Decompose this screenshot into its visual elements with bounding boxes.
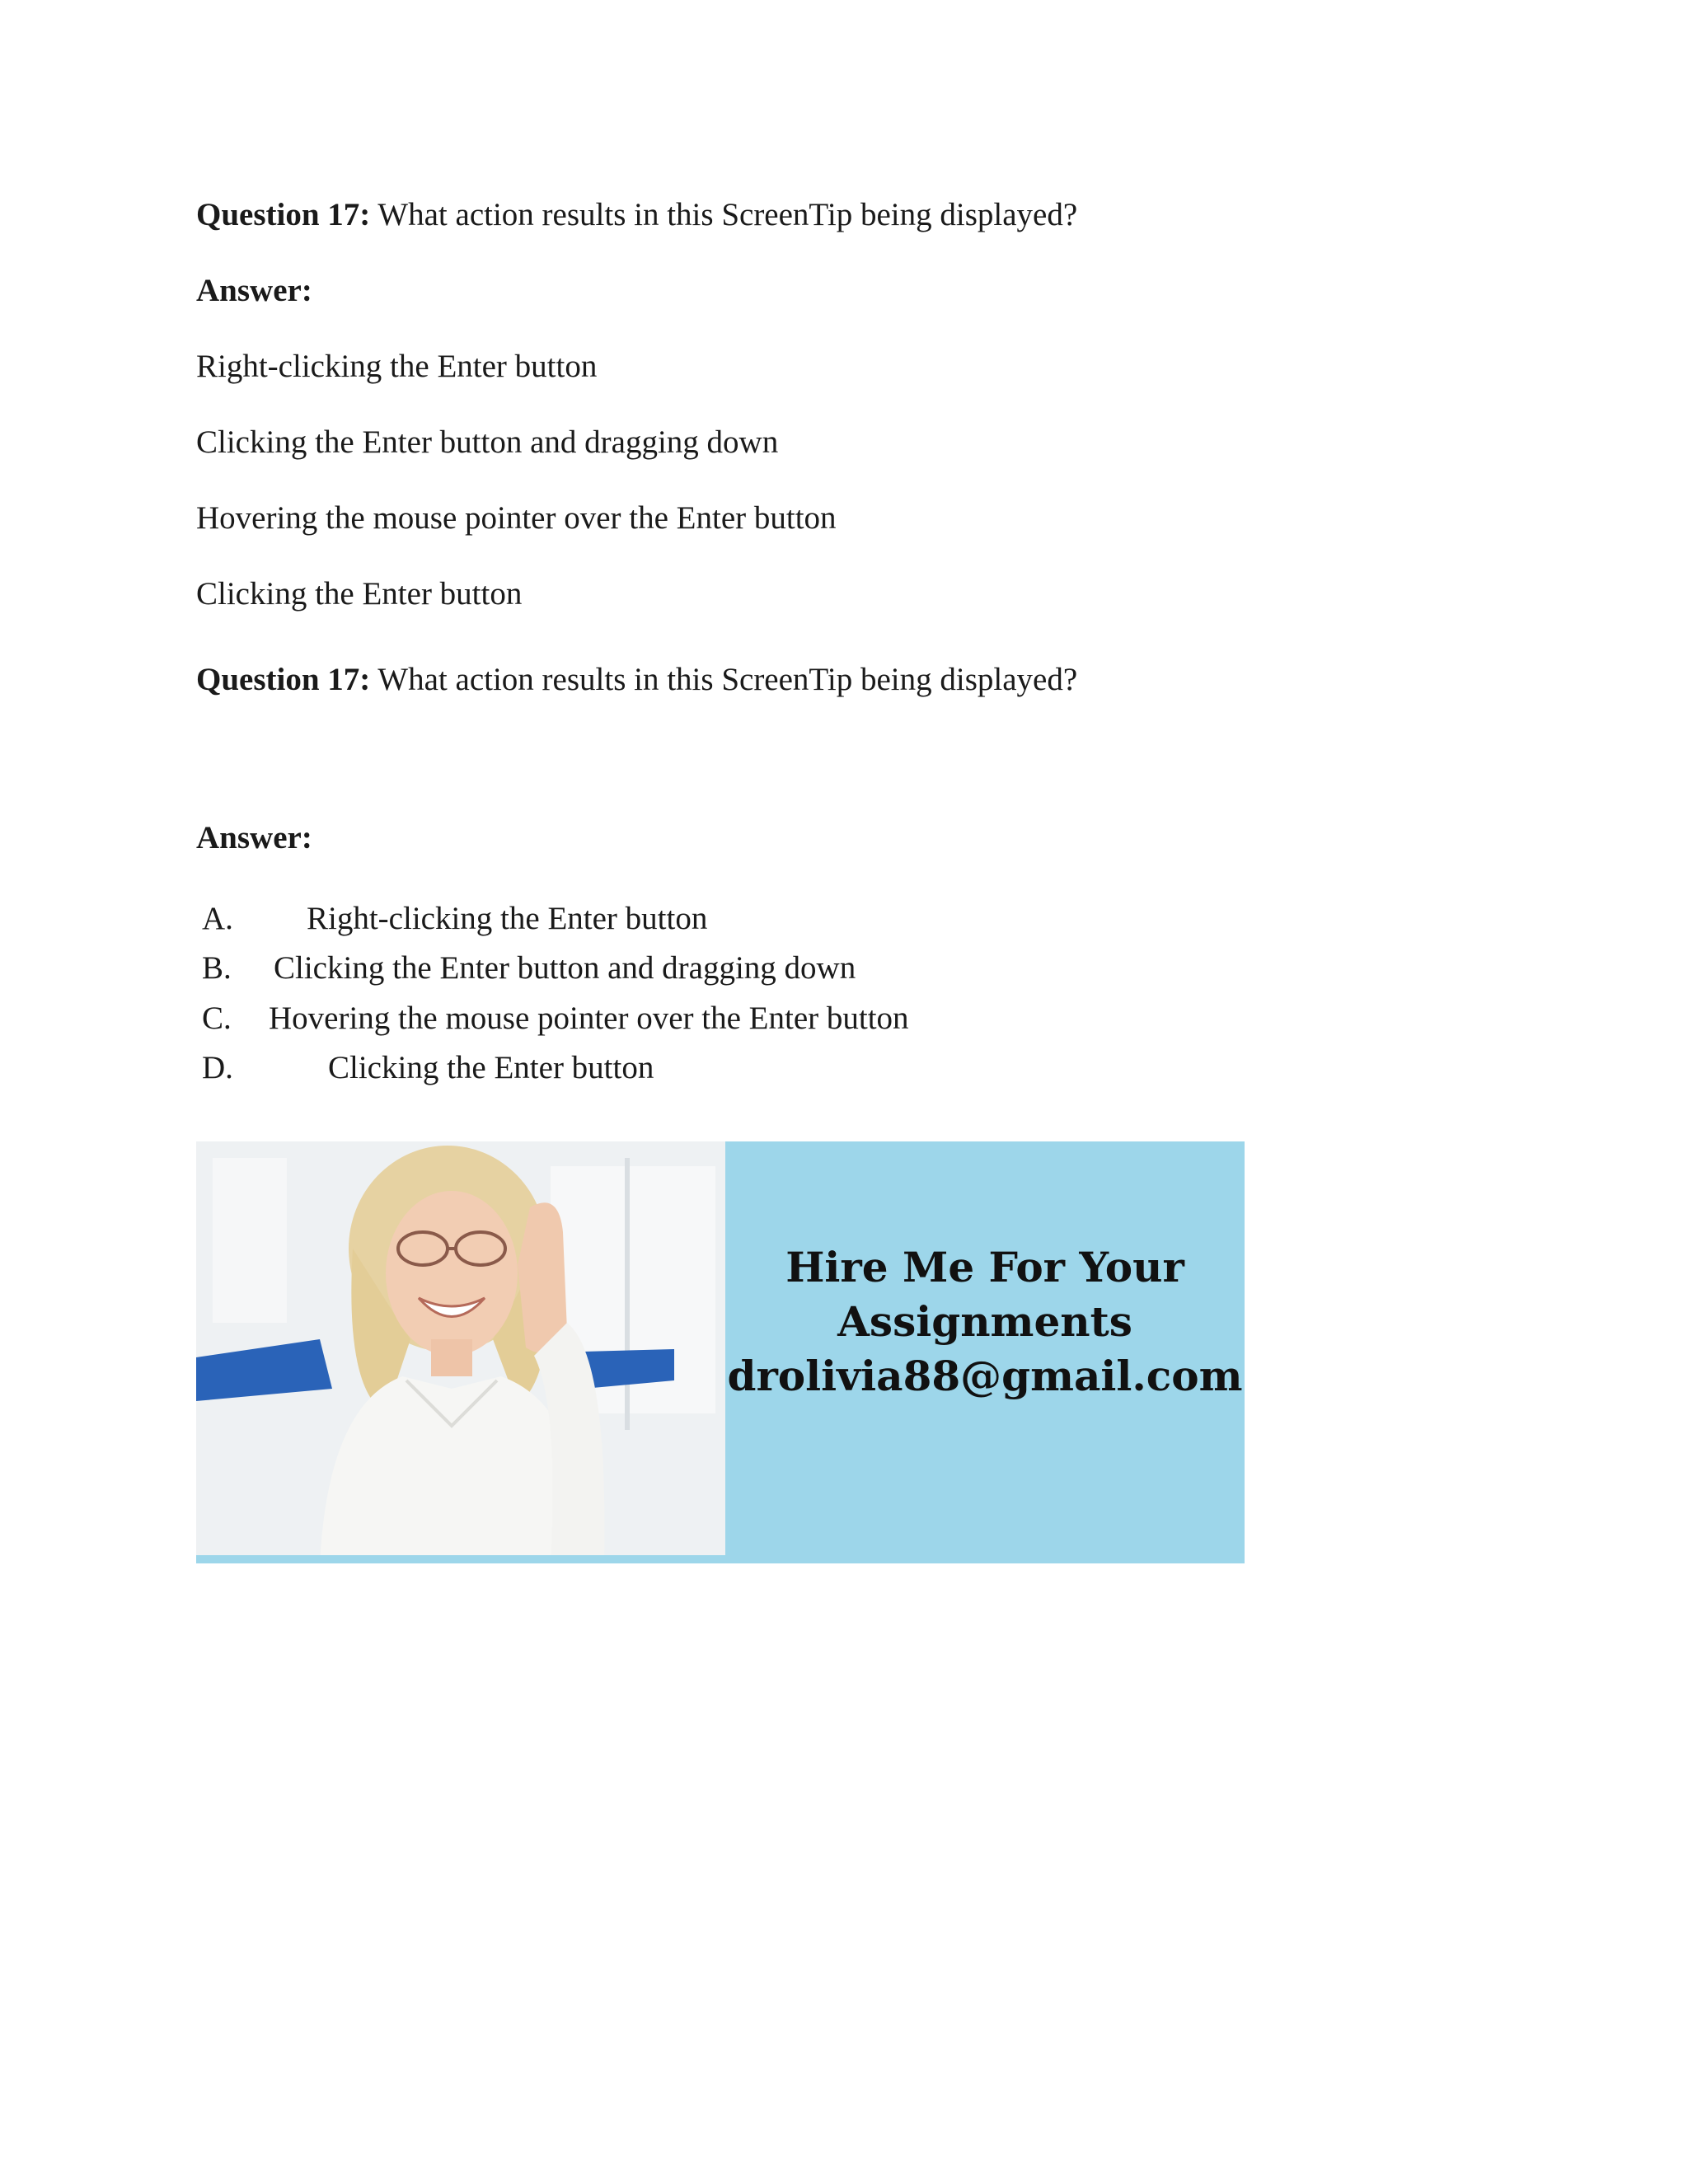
ad-text [725, 1240, 1245, 1404]
lettered-option-a [202, 899, 707, 939]
answer-label: Answer: [196, 820, 312, 855]
ad-banner[interactable] [196, 1141, 1245, 1563]
answer-option-1: Right-clicking the Enter button [196, 349, 598, 384]
option-letter: C. [202, 1001, 232, 1036]
option-text: Right-clicking the Enter button [307, 901, 708, 936]
answer-option-2: Clicking the Enter button and dragging down [196, 424, 779, 460]
answer-label-1 [196, 271, 312, 311]
woman-photo-illustration [196, 1141, 725, 1563]
question-heading-2 [196, 660, 1077, 700]
answer-label: Answer: [196, 273, 312, 308]
question-text: What action results in this ScreenTip being displayed? [370, 662, 1078, 697]
ad-line-hire: Hire Me For Your [785, 1243, 1184, 1291]
option-text: Hovering the mouse pointer over the Enter button [269, 1001, 909, 1036]
answer-label-2 [196, 818, 312, 858]
lettered-option-d [202, 1048, 654, 1088]
question-label: Question 17: [196, 197, 371, 232]
answer-option-4: Clicking the Enter button [196, 576, 523, 612]
lettered-option-c [202, 999, 909, 1038]
question-label: Question 17: [196, 662, 371, 697]
ad-line-assignments: Assignments [837, 1297, 1132, 1346]
option-letter: B. [202, 950, 232, 986]
lettered-option-b [202, 949, 856, 988]
banner-bottom-strip [196, 1555, 1245, 1563]
ad-line-email[interactable]: drolivia88@gmail.com [727, 1352, 1243, 1400]
answer-option-3: Hovering the mouse pointer over the Enter button [196, 500, 837, 536]
option-text: Clicking the Enter button and dragging down [274, 950, 856, 986]
question-heading-1 [196, 195, 1077, 235]
question-text: What action results in this ScreenTip being displayed? [370, 197, 1078, 232]
ad-text-panel [725, 1141, 1245, 1563]
option-letter: D. [202, 1050, 233, 1085]
banner-photo [196, 1141, 725, 1563]
option-letter: A. [202, 901, 233, 936]
option-text: Clicking the Enter button [328, 1050, 654, 1085]
